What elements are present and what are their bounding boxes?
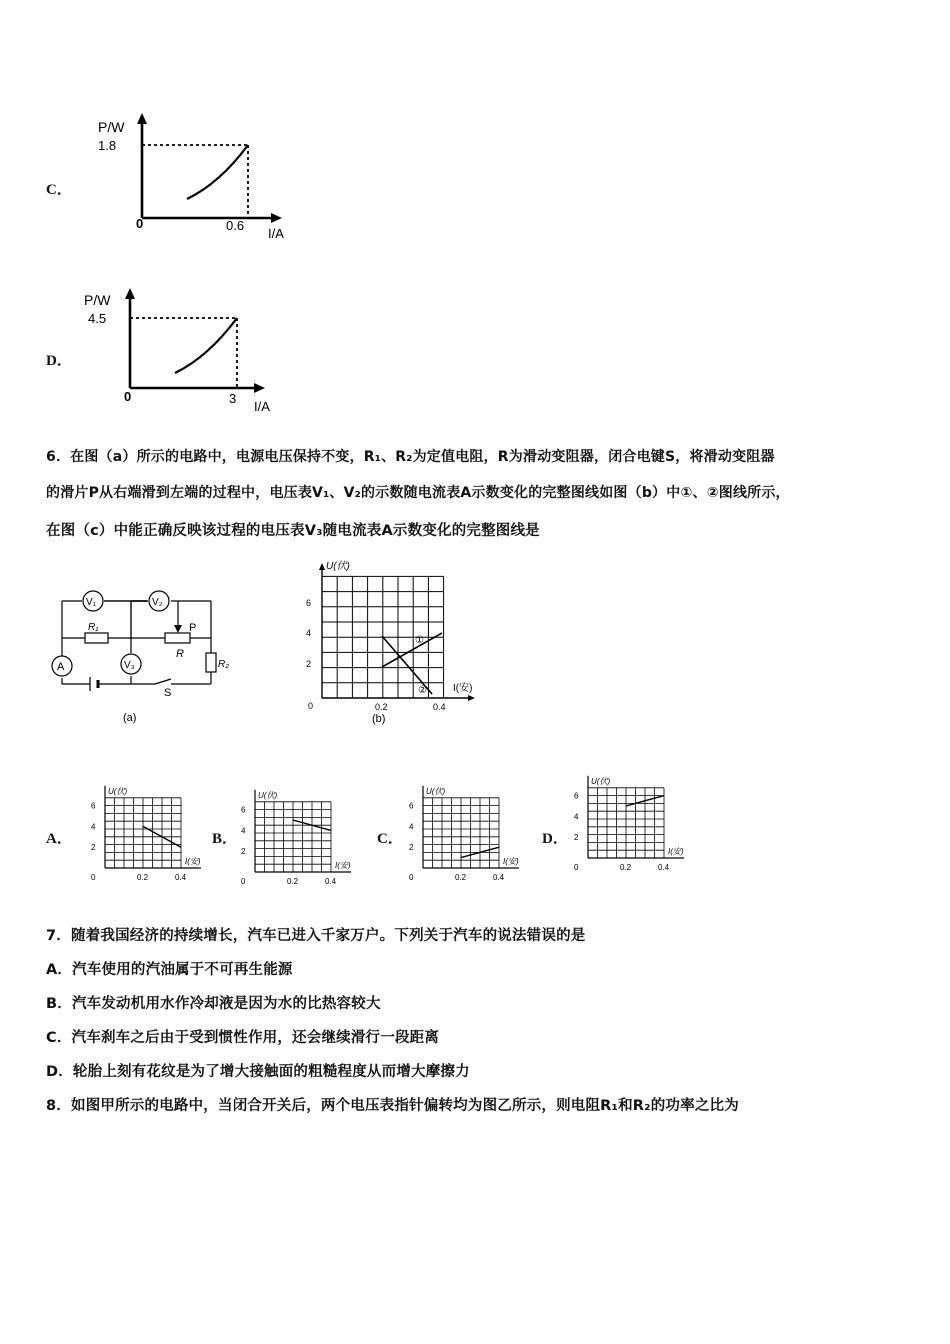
q6-choice-b-graph <box>235 774 355 894</box>
xtick-0-2: 0.2 <box>287 877 299 886</box>
ytick-2: 2 <box>409 843 414 853</box>
ytick-4: 4 <box>574 812 579 822</box>
ytick-6: 6 <box>409 801 414 811</box>
q8-stem: 8．如图甲所示的电路中，当闭合开关后，两个电压表指针偏转均为图乙所示，则电阻R₁和R₂的功率之比为 <box>46 1098 739 1114</box>
ytick-4: 4 <box>306 628 312 638</box>
x-axis-arrow <box>254 383 265 393</box>
x-label: I/A <box>268 226 284 241</box>
xtick-0-4: 0.4 <box>175 873 187 882</box>
q6-line-1: 6．在图（a）所示的电路中，电源电压保持不变，R₁、R₂为定值电阻，R为滑动变阻器，闭合电键S，将滑动变阻器 <box>46 449 775 465</box>
ytick-6: 6 <box>574 791 579 801</box>
origin-label: 0 <box>574 863 579 872</box>
grid <box>105 798 181 868</box>
q6-choice-b-label: B． <box>212 831 238 847</box>
origin-label: 0 <box>409 873 414 882</box>
r-label: R <box>176 648 184 660</box>
option-c-label: C． <box>46 182 72 198</box>
q6-line-3: 在图（c）中能正确反映该过程的电压表V₃随电流表A示数变化的完整图线是 <box>46 523 540 539</box>
y-label: U(伏) <box>108 786 128 796</box>
q6-choice-a-graph <box>85 770 205 890</box>
q7-option-c: C．汽车刹车之后由于受到惯性作用，还会继续滑行一段距离 <box>46 1030 440 1046</box>
x-max-label: 0.6 <box>226 218 245 233</box>
q7-option-b: B．汽车发动机用水作冷却液是因为水的比热容较大 <box>46 996 381 1012</box>
origin-label: 0 <box>91 873 96 882</box>
xtick-0-2: 0.2 <box>620 863 632 872</box>
q6-line-2: 的滑片P从右端滑到左端的过程中，电压表V₁、V₂的示数随电流表A示数变化的完整图线如图（b）中①、②图线所示， <box>46 485 790 501</box>
origin-label: 0 <box>124 389 132 404</box>
ytick-6: 6 <box>241 805 246 815</box>
line-1 <box>382 633 442 667</box>
y-max-label: 1.8 <box>98 138 117 153</box>
ytick-2: 2 <box>306 659 312 669</box>
x-label: I(安) <box>335 861 351 870</box>
curve-p-i <box>175 318 237 373</box>
curve-p-i <box>187 145 248 199</box>
xtick-0-4: 0.4 <box>658 863 670 872</box>
origin-label: 0 <box>136 216 144 231</box>
resistor-r1 <box>85 633 108 643</box>
y-label: P/W <box>98 119 125 135</box>
q6-choice-d-label: D． <box>542 831 568 847</box>
v2-label: V₂ <box>152 597 163 608</box>
y-axis-arrow <box>125 288 135 299</box>
ytick-2: 2 <box>574 833 579 843</box>
q6-choice-a-label: A． <box>46 831 72 847</box>
ytick-2: 2 <box>241 847 246 857</box>
ytick-4: 4 <box>241 826 246 836</box>
x-label: I(安) <box>668 847 684 856</box>
x-max-label: 3 <box>229 391 237 406</box>
y-label: U(伏) <box>258 790 278 800</box>
chart-option-c <box>90 110 300 245</box>
y-label: U(伏) <box>426 786 446 796</box>
v1-label: V₁ <box>86 597 97 608</box>
p-label: P <box>189 622 197 634</box>
ytick-6: 6 <box>91 801 96 811</box>
y-label: P/W <box>84 292 111 308</box>
chart-option-d <box>78 285 288 420</box>
ytick-2: 2 <box>91 843 96 853</box>
xtick-0-4: 0.4 <box>325 877 337 886</box>
q7-option-d: D．轮胎上刻有花纹是为了增大接触面的粗糙程度从而增大摩擦力 <box>46 1064 470 1080</box>
q7-stem: 7．随着我国经济的持续增长，汽车已进入千家万户。下列关于汽车的说法错误的是 <box>46 928 586 944</box>
v3-label: V₃ <box>124 660 135 671</box>
y-max-label: 4.5 <box>88 311 107 326</box>
x-label: I/A <box>254 399 270 414</box>
xtick-0-4: 0.4 <box>493 873 505 882</box>
origin-label: 0 <box>308 701 314 711</box>
r1-label: R₁ <box>88 622 99 633</box>
ammeter-label: A <box>57 661 65 673</box>
xtick-0-4: 0.4 <box>433 702 446 712</box>
r2-label: R₂ <box>218 659 230 670</box>
line-2-label: ② <box>418 685 427 696</box>
xtick-0-2: 0.2 <box>375 702 388 712</box>
q6-choice-c-graph <box>403 770 523 890</box>
caption-b: (b) <box>372 713 386 725</box>
ytick-4: 4 <box>91 822 96 832</box>
xtick-0-2: 0.2 <box>455 873 467 882</box>
q7-option-a: A．汽车使用的汽油属于不可再生能源 <box>46 962 293 978</box>
x-label: I(安) <box>185 857 201 866</box>
rheostat-r <box>165 633 190 643</box>
switch-label: S <box>164 687 172 699</box>
y-label: U(伏) <box>326 561 350 572</box>
xtick-0-2: 0.2 <box>137 873 149 882</box>
line-1-label: ① <box>415 635 424 646</box>
option-d-label: D． <box>46 353 72 369</box>
resistor-r2 <box>206 653 216 672</box>
y-axis-arrow <box>137 113 147 124</box>
caption-a: (a) <box>123 712 137 724</box>
ytick-6: 6 <box>306 598 312 608</box>
origin-label: 0 <box>241 877 246 886</box>
circuit-diagram-a <box>40 578 250 728</box>
grid <box>255 802 331 872</box>
x-label: I(安) <box>503 857 519 866</box>
ytick-4: 4 <box>409 822 414 832</box>
graph-b <box>300 555 500 730</box>
y-label: U(伏) <box>591 776 611 786</box>
x-axis-arrow <box>271 213 282 223</box>
q6-choice-c-label: C． <box>377 831 403 847</box>
x-label: I(安) <box>453 683 473 694</box>
q6-choice-d-graph <box>568 760 698 890</box>
